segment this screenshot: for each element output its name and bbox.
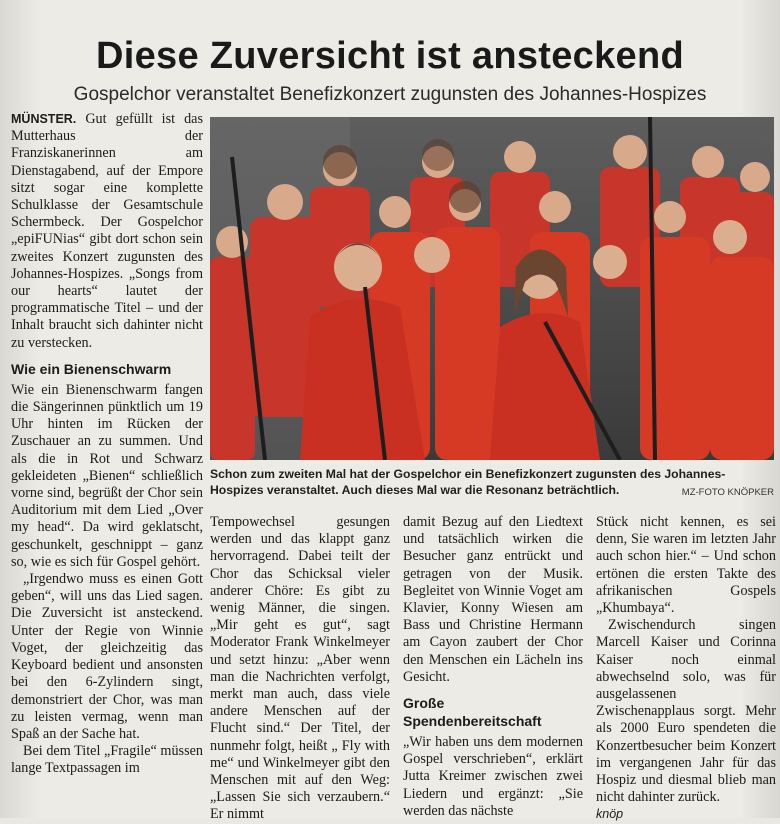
- para3-continued: Tempowechsel gesungen werden und das klappt ganz hervorragend. Dabei teilt der Chor das Schicksal vieler anderer Chöre: Es gibt zu wenig Männer, die singen. „Mir geht es gut“, sagt Moderator Frank Winkelmeyer und setzt hinzu: „Aber wenn man die Nachrichten verfolgt, merkt man auch, dass viele andere Menschen auf der Flucht sind.“ Der Titel, der nunmehr folgt, heißt „ Fly with me“ und Winkelmeyer gibt den Menschen mit auf den Weg: „Lassen Sie sich verzaubern.“ Er nimmt: [210, 514, 390, 823]
- photo-credit: MZ-FOTO KNÖPKER: [681, 487, 774, 498]
- headline: Diese Zuversicht ist ansteckend: [96, 35, 684, 77]
- paragraph-2: „Irgendwo muss es einen Gott geben“, will uns das Lied sagen. Die Zuversicht ist ansteckend. Unter der Regie von Winnie Voget, der gleichzeitig das Keyboard bedient und ansonsten bei den 6-Zylindern singt, demonstriert der Chor, was man zu leisten vermag, wenn man Spaß an der Sache hat.: [11, 571, 203, 742]
- section-title-bienenschwarm: Wie ein Bienenschwarm: [11, 360, 172, 377]
- paragraph-3-part: [11, 743, 203, 777]
- choir-photo-illustration: [210, 117, 774, 460]
- author-signature: knöp: [596, 807, 624, 822]
- photo-caption: Schon zum zweiten Mal hat der Gospelchor ein Benefizkonzert zugunsten des Johannes-Hospizes veranstaltet. Auch dieses Mal war die Resonanz beträchtlich.: [210, 467, 726, 497]
- article-column-4: [596, 514, 776, 824]
- lead-paragraph: Gut gefüllt ist das Mutterhaus der Franziskanerinnen am Dienstagabend, auf der Empore sitzt sogar eine komplette Schulklasse der Gesamtschule Schermbeck. Der Gospelchor „epiFUNias“ gibt dort schon sein zweites Konzert zugunsten des Johannes-Hospizes. „Songs from our hearts“ lautet der programmatische Titel – und der Inhalt braucht sich dahinter nicht zu verstecken.: [11, 111, 204, 351]
- article-column-2: [210, 514, 390, 824]
- para3-start: Bei dem Titel „Fragile“ müssen lange Textpassagen im: [11, 743, 203, 777]
- para4-start: „Wir haben uns dem modernen Gospel verschrieben“, erklärt Jutta Kreimer zwischen zwei Liedern und ergänzt: „Sie werden das nächste: [403, 734, 583, 819]
- para3-end: damit Bezug auf den Liedtext und tatsächlich wirken die Besucher ganz entrückt und getragen von der Musik. Begleitet von Winnie Voget am Klavier, Konny Wiesen am Bass und Christine Hermann am Cayon zaubert der Chor den Menschen ein Lächeln ins Gesicht.: [403, 514, 583, 685]
- subheadline: Gospelchor veranstaltet Benefizkonzert zugunsten des Johannes-Hospizes: [73, 84, 707, 105]
- choir-photo: [210, 117, 774, 460]
- dateline: MÜNSTER.: [11, 112, 77, 126]
- paragraph-5: Zwischendurch singen Marcell Kaiser und Corinna Kaiser noch einmal abwechselnd solo, was für ausgelassenen Zwischenapplaus sorgt. Mehr als 2000 Euro spendeten die Konzertbesucher beim Konzert im vergangenen Jahr für das Hospiz und diesmal blieb man nicht dahinter zurück.: [596, 617, 776, 806]
- section-title-spendenbereitschaft: Große Spendenbereitschaft: [403, 695, 542, 730]
- article-column-1: [11, 111, 203, 778]
- article-column-3: [403, 514, 583, 820]
- paragraph-1: Wie ein Bienenschwarm fangen die Sängerinnen pünktlich um 19 Uhr hinten im Rücken der Zuschauer an zu summen. Und als die in Rot und Schwarz gekleideten „Bienen“ schließlich vorne sind, begrüßt der Chor sein Auditorium mit dem Lied „Over my head“. Da wird geklatscht, geschunkelt, geschnippt – ganz so, wie es sich für Gospel gehört.: [11, 381, 203, 570]
- para4-end: Stück nicht kennen, es sei denn, Sie waren im letzten Jahr auch schon hier.“ – Und schon ertönen die ersten Takte des afrikanischen Gospels „Khumbaya“.: [596, 514, 776, 617]
